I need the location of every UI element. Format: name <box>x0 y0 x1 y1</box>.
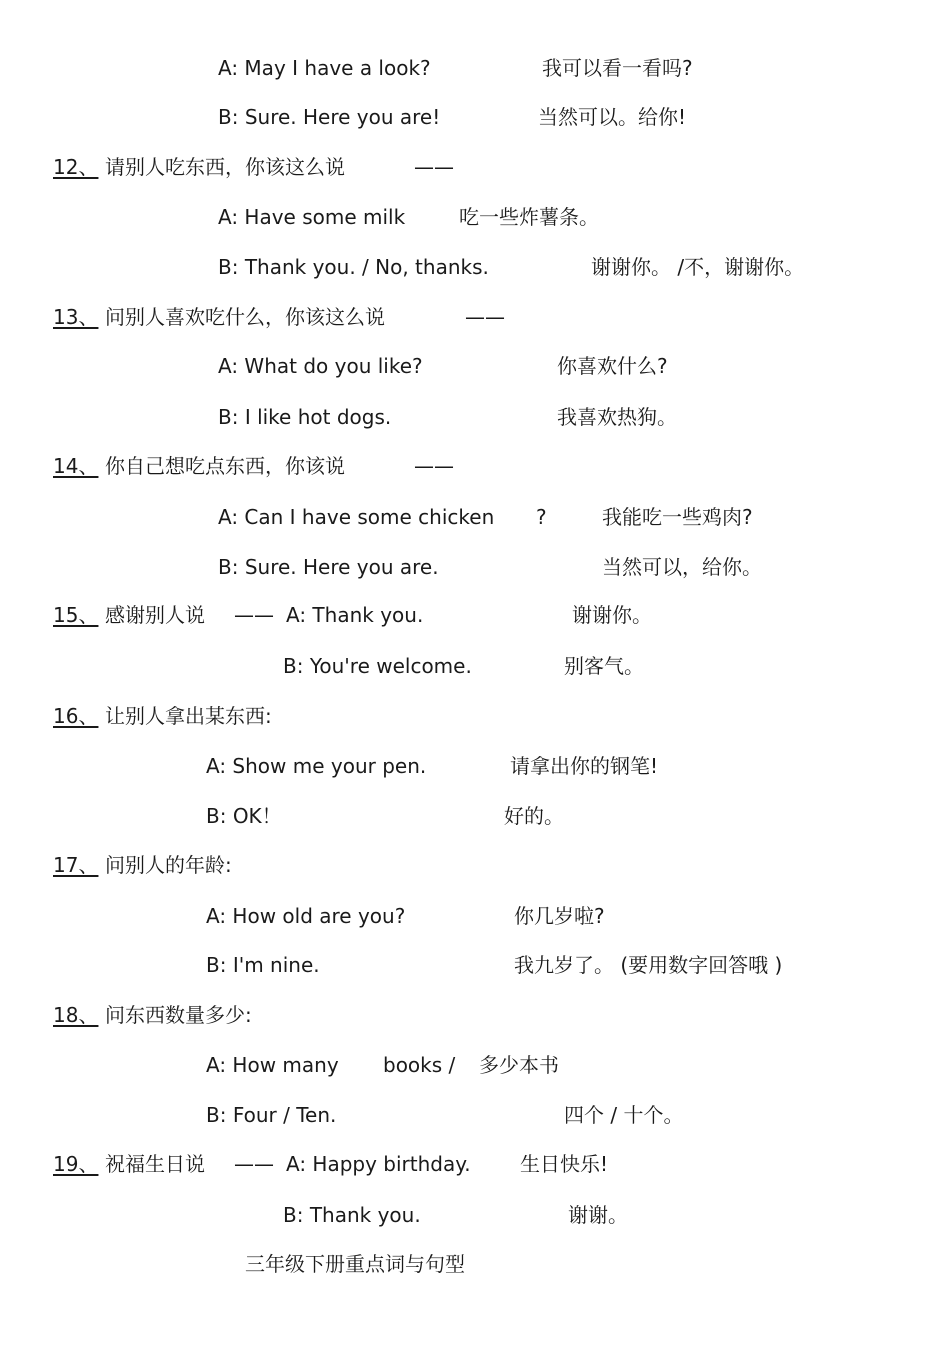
section-number: 13、 <box>53 305 99 329</box>
section-number: 14、 <box>53 454 99 478</box>
line-en: B: Sure. Here you are! <box>218 105 441 129</box>
line-en: A: Thank you. <box>286 603 424 627</box>
line-zh: 吃一些炸薯条。 <box>459 205 599 229</box>
line-en: A: May I have a look? <box>218 56 431 80</box>
line-zh: 我九岁了。 (要用数字回答哦 ) <box>514 953 783 977</box>
section-title: 让别人拿出某东西: <box>105 704 272 728</box>
line-en: A: Show me your pen. <box>206 754 427 778</box>
line-en: B: Thank you. <box>283 1203 421 1227</box>
section-number: 15、 <box>53 603 99 627</box>
section-title: 问东西数量多少: <box>105 1003 252 1027</box>
line-en: A: How old are you? <box>206 904 406 928</box>
section-title: 感谢别人说 <box>105 603 205 627</box>
section-title: 问别人喜欢吃什么，你该这么说 <box>105 305 385 329</box>
line-zh: 请拿出你的钢笔! <box>510 754 659 778</box>
line-en: B: Thank you. / No, thanks. <box>218 255 489 279</box>
line-en: B: You're welcome. <box>283 654 472 678</box>
section-title: 请别人吃东西，你该这么说 <box>105 155 345 179</box>
line-zh: 别客气。 <box>564 654 644 678</box>
line-zh: 我可以看一看吗? <box>542 56 693 80</box>
dash: —— <box>234 603 274 627</box>
line-en: books / <box>383 1053 456 1077</box>
line-zh: 多少本书 <box>479 1053 559 1077</box>
dash: —— <box>465 305 505 329</box>
dash: —— <box>234 1152 274 1176</box>
line-zh: 当然可以。给你! <box>538 105 687 129</box>
page-footer-heading: 三年级下册重点词与句型 <box>245 1252 465 1276</box>
line-zh: 好的。 <box>504 804 564 828</box>
line-zh: 我能吃一些鸡肉? <box>602 505 753 529</box>
line-en: B: Four / Ten. <box>206 1103 337 1127</box>
section-title: 你自己想吃点东西，你该说 <box>105 454 345 478</box>
dash: —— <box>414 155 454 179</box>
line-en: B: I'm nine. <box>206 953 320 977</box>
section-number: 19、 <box>53 1152 99 1176</box>
section-number: 16、 <box>53 704 99 728</box>
question-mark: ? <box>536 505 547 529</box>
line-en: A: How many <box>206 1053 339 1077</box>
line-zh: 谢谢。 <box>568 1203 628 1227</box>
section-title: 祝福生日说 <box>105 1152 205 1176</box>
line-en: A: What do you like? <box>218 354 423 378</box>
line-en: B: OK！ <box>206 804 282 828</box>
line-en: A: Have some milk <box>218 205 406 229</box>
line-zh: 谢谢你。 /不，谢谢你。 <box>591 255 805 279</box>
section-number: 17、 <box>53 853 99 877</box>
line-en: A: Happy birthday. <box>286 1152 471 1176</box>
line-en: A: Can I have some chicken <box>218 505 495 529</box>
line-zh: 四个 / 十个。 <box>564 1103 684 1127</box>
line-en: B: I like hot dogs. <box>218 405 392 429</box>
line-en: B: Sure. Here you are. <box>218 555 439 579</box>
dash: —— <box>414 454 454 478</box>
line-zh: 你几岁啦? <box>514 904 605 928</box>
line-zh: 谢谢你。 <box>572 603 652 627</box>
section-number: 12、 <box>53 155 99 179</box>
line-zh: 你喜欢什么? <box>557 354 668 378</box>
line-zh: 生日快乐! <box>520 1152 609 1176</box>
line-zh: 当然可以，给你。 <box>602 555 762 579</box>
section-number: 18、 <box>53 1003 99 1027</box>
line-zh: 我喜欢热狗。 <box>557 405 677 429</box>
section-title: 问别人的年龄: <box>105 853 232 877</box>
